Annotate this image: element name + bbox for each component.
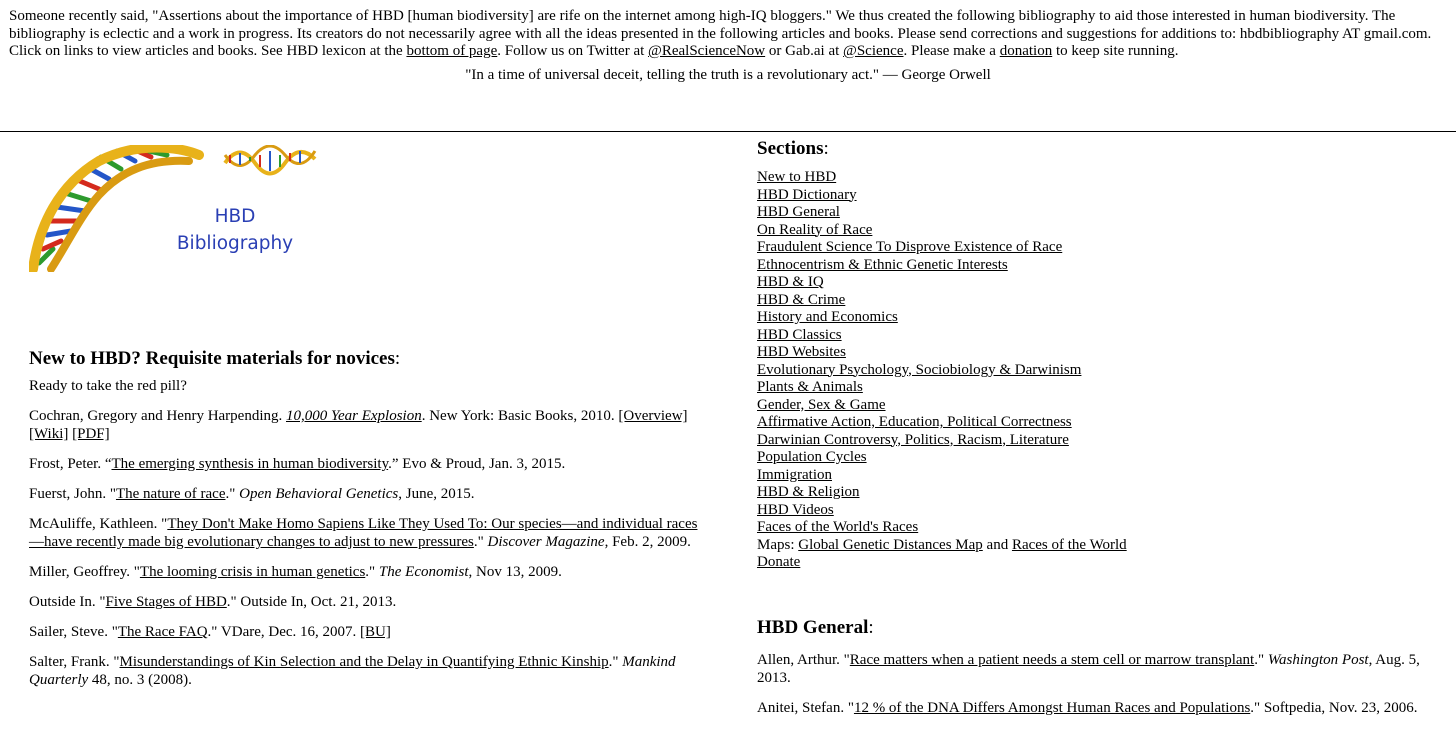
entry-title-link[interactable]: Five Stages of HBD xyxy=(105,594,227,610)
section-link-hbd-dictionary[interactable]: HBD Dictionary xyxy=(757,186,857,203)
list-item: Outside In. "Five Stages of HBD." Outside In, Oct. 21, 2013. xyxy=(29,594,397,610)
entry-title-link[interactable]: They Don't Make Homo Sapiens Like They Used To: Our species—and individual races—have recently made big evolutionary changes to adjust to new pressures xyxy=(29,516,698,550)
section-link-darwinian-controversy[interactable]: Darwinian Controversy, Politics, Racism, Literature xyxy=(757,431,1069,448)
section-link-affirmative-action[interactable]: Affirmative Action, Education, Political Correctness xyxy=(757,414,1072,430)
maps-item: Maps: Global Genetic Distances Map and Races of the World xyxy=(757,536,1127,553)
section-link-faces-of-races[interactable]: Faces of the World's Races xyxy=(757,519,919,535)
list-item: Fuerst, John. "The nature of race." Open Behavioral Genetics, June, 2015. xyxy=(29,486,475,502)
section-link-new-to-hbd[interactable]: New to HBD xyxy=(757,169,837,185)
bottom-of-page-link[interactable]: bottom of page xyxy=(406,43,498,59)
entry-title-link[interactable]: Misunderstandings of Kin Selection and the Delay in Quantifying Ethnic Kinship xyxy=(119,654,609,670)
intro-text-3: or Gab.ai at xyxy=(765,43,844,59)
entry-title-link[interactable]: The emerging synthesis in human biodiversity xyxy=(111,456,389,472)
entry-title-link[interactable]: 10,000 Year Explosion xyxy=(286,408,422,424)
list-item: Cochran, Gregory and Henry Harpending. 10,000 Year Explosion. New York: Basic Books, 2010. [Overview] [Wiki] [PDF] xyxy=(29,408,688,442)
hbd-logo xyxy=(29,145,319,272)
intro-text-5: to keep site running. xyxy=(1052,43,1179,59)
overview-link[interactable]: [Overview] xyxy=(618,408,688,424)
novices-section xyxy=(29,347,709,701)
bu-link[interactable]: [BU] xyxy=(360,624,391,640)
section-link-hbd-crime[interactable]: HBD & Crime xyxy=(757,291,846,308)
gab-link[interactable]: @Science xyxy=(843,43,904,59)
list-item: Salter, Frank. "Misunderstandings of Kin Selection and the Delay in Quantifying Ethnic Kinship." Mankind Quarterly 48, no. 3 (2008). xyxy=(29,654,676,688)
entry-title-link[interactable]: The Race FAQ xyxy=(117,624,208,640)
section-link-hbd-videos[interactable]: HBD Videos xyxy=(757,501,834,518)
section-link-history-economics[interactable]: History and Economics xyxy=(757,309,898,325)
red-pill-text: Ready to take the red pill? xyxy=(29,378,187,394)
section-link-hbd-classics[interactable]: HBD Classics xyxy=(757,326,842,343)
sections-panel xyxy=(757,137,1447,716)
section-link-hbd-websites[interactable]: HBD Websites xyxy=(757,344,846,360)
pdf-link[interactable]: [PDF] xyxy=(72,426,110,442)
sections-list xyxy=(757,169,1447,572)
donation-link[interactable]: donation xyxy=(999,43,1053,59)
list-item: Miller, Geoffrey. "The looming crisis in human genetics." The Economist, Nov 13, 2009. xyxy=(29,564,562,580)
section-link-hbd-religion[interactable]: HBD & Religion xyxy=(757,484,860,500)
section-link-hbd-iq[interactable]: HBD & IQ xyxy=(757,274,824,290)
races-of-world-link[interactable]: Races of the World xyxy=(1011,536,1127,553)
genetic-distances-map-link[interactable]: Global Genetic Distances Map xyxy=(798,536,983,553)
logo-text xyxy=(175,203,295,257)
list-item: McAuliffe, Kathleen. "They Don't Make Homo Sapiens Like They Used To: Our species—and individual races—have recently made big evolutionary changes to adjust to new pressures." Discover Magazine, Feb. 2, 2009. xyxy=(29,516,698,550)
donate-link[interactable]: Donate xyxy=(757,554,801,570)
section-link-gender-sex-game[interactable]: Gender, Sex & Game xyxy=(757,396,886,413)
intro-text-4: . Please make a xyxy=(903,43,1000,59)
horizontal-divider xyxy=(0,131,1456,132)
section-link-hbd-general[interactable]: HBD General xyxy=(757,204,840,220)
intro-text-1: Someone recently said, "Assertions about the importance of HBD [human biodiversity] are rife on the internet among high-IQ bloggers." We thus created the following bibliography to aid those interested in human biodiversity. The bibliography is eclectic and a work in progress. Its creators do not necessarily agree with all the ideas presented in the following articles and books. Please send corrections and suggestions for additions to: hbdbibliography AT gmail.com. Click on links to view articles and books. See HBD lexicon at the xyxy=(9,8,1432,59)
list-item: Allen, Arthur. "Race matters when a patient needs a stem cell or marrow transplant." Washington Post, Aug. 5, 2013. xyxy=(757,652,1420,686)
section-link-evolutionary-psychology[interactable]: Evolutionary Psychology, Sociobiology & Darwinism xyxy=(757,361,1082,378)
list-item: Sailer, Steve. "The Race FAQ." VDare, Dec. 16, 2007. [BU] xyxy=(29,624,391,640)
entry-title-link[interactable]: The nature of race xyxy=(115,486,226,502)
section-link-immigration[interactable]: Immigration xyxy=(757,466,832,483)
intro-paragraph xyxy=(9,8,1449,61)
sections-heading: Sections: xyxy=(757,138,829,159)
section-link-reality-of-race[interactable]: On Reality of Race xyxy=(757,221,873,238)
section-link-fraudulent-science[interactable]: Fraudulent Science To Disprove Existence of Race xyxy=(757,239,1063,255)
intro-text-2: . Follow us on Twitter at xyxy=(497,43,649,59)
novices-heading: New to HBD? Requisite materials for novices: xyxy=(29,348,401,369)
hbd-general-list xyxy=(757,651,1447,729)
wiki-link[interactable]: [Wiki] xyxy=(29,426,69,442)
entry-title-link[interactable]: 12 % of the DNA Differs Amongst Human Races and Populations xyxy=(853,700,1251,716)
logo-line-2: Bibliography xyxy=(176,233,294,254)
orwell-quote: "In a time of universal deceit, telling the truth is a revolutionary act." — George Orwell xyxy=(465,67,991,83)
section-link-population-cycles[interactable]: Population Cycles xyxy=(757,449,867,465)
entry-title-link[interactable]: The looming crisis in human genetics xyxy=(139,564,366,580)
section-link-plants-animals[interactable]: Plants & Animals xyxy=(757,379,863,395)
list-item: Frost, Peter. “The emerging synthesis in human biodiversity.” Evo & Proud, Jan. 3, 2015. xyxy=(29,456,566,472)
hbd-general-heading: HBD General: xyxy=(757,617,874,638)
entry-title-link[interactable]: Race matters when a patient needs a stem cell or marrow transplant xyxy=(849,652,1255,668)
section-link-ethnocentrism[interactable]: Ethnocentrism & Ethnic Genetic Interests xyxy=(757,256,1008,273)
logo-line-1: HBD xyxy=(214,206,256,227)
twitter-link[interactable]: @RealScienceNow xyxy=(648,43,766,59)
list-item: Anitei, Stefan. "12 % of the DNA Differs Amongst Human Races and Populations." Softpedia, Nov. 23, 2006. xyxy=(757,700,1418,716)
